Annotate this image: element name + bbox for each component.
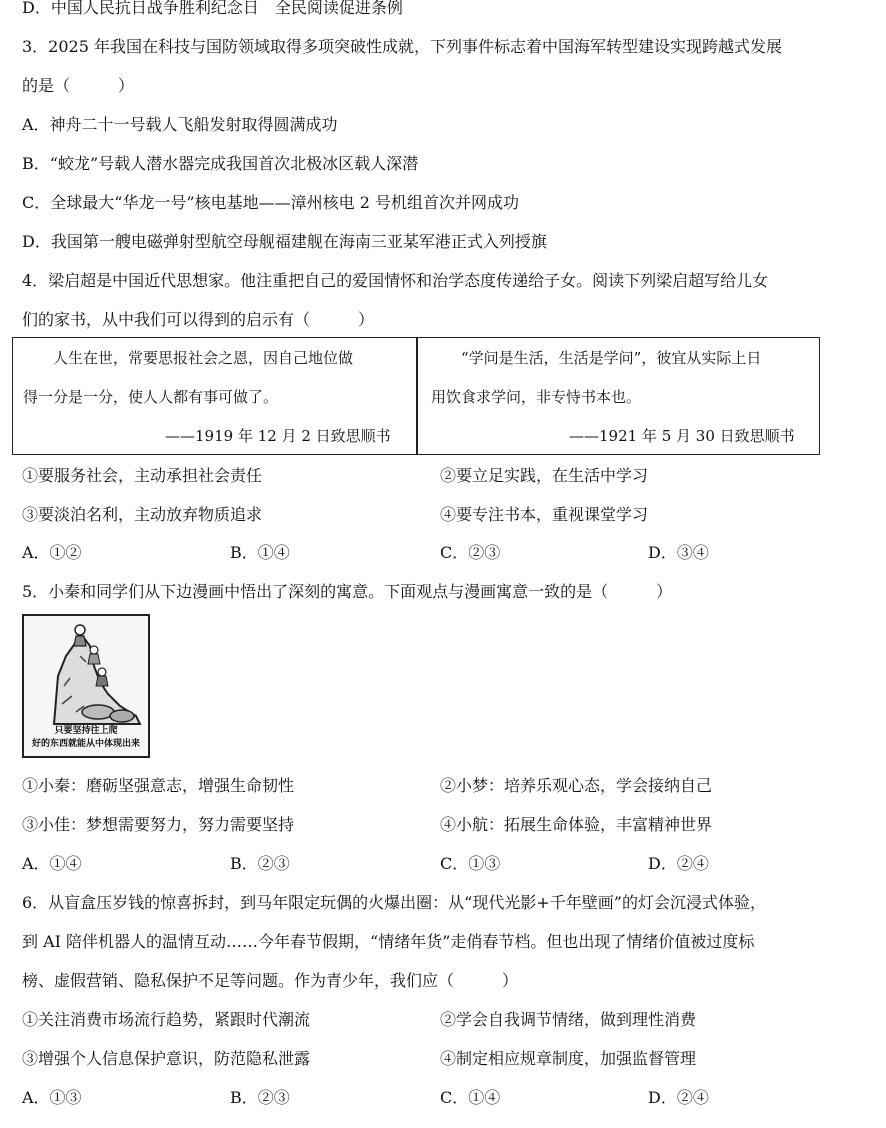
q3-stem-line-1: 3．2025 年我国在科技与国防领域取得多项突破性成就，下列事件标志着中国海军转型建设实现跨越式发展	[22, 37, 782, 56]
q4-item-1: ①要服务社会，主动承担社会责任	[22, 466, 263, 485]
letter-right-source: ——1921 年 5 月 30 日致思顺书	[569, 427, 795, 445]
q5-item-2: ②小梦：培养乐观心态，学会接纳自己	[440, 776, 713, 795]
q4-item-4: ④要专注书本，重视课堂学习	[440, 505, 649, 524]
cartoon-caption-1: 只要坚持往上爬	[54, 726, 118, 736]
q4-stem-line-2: 们的家书，从中我们可以得到的启示有（ ）	[22, 310, 375, 329]
q6-item-1: ①关注消费市场流行趋势，紧跟时代潮流	[22, 1010, 311, 1029]
q6-choice-d[interactable]: D．②④	[648, 1088, 709, 1107]
q6-item-4: ④制定相应规章制度，加强监督管理	[440, 1049, 697, 1068]
letter-right-line-2: 用饮食求学问，非专恃书本也。	[431, 388, 642, 406]
q2-option-d: D．中国人民抗日战争胜利纪念日 全民阅读促进条例	[22, 0, 403, 17]
q3-option-b: B．“蛟龙”号载人潜水器完成我国首次北极冰区载人深潜	[22, 154, 419, 173]
q6-stem-line-1: 6．从盲盒压岁钱的惊喜拆封，到马年限定玩偶的火爆出圈：从“现代光影+千年壁画”的灯会沉浸式体验，	[22, 893, 766, 912]
q3-option-d: D．我国第一艘电磁弹射型航空母舰福建舰在海南三亚某军港正式入列授旗	[22, 232, 547, 251]
q4-letter-table	[12, 337, 820, 455]
q6-stem-line-3: 榜、虚假营销、隐私保护不足等问题。作为青少年，我们应（ ）	[22, 971, 519, 990]
q4-choice-c[interactable]: C．②③	[440, 543, 501, 562]
q5-stem: 5．小秦和同学们从下边漫画中悟出了深刻的寓意。下面观点与漫画寓意一致的是（ ）	[22, 582, 673, 601]
q4-choice-d[interactable]: D．③④	[648, 543, 709, 562]
q5-item-1: ①小秦：磨砺坚强意志，增强生命韧性	[22, 776, 295, 795]
q4-item-3: ③要淡泊名利，主动放弃物质追求	[22, 505, 263, 524]
q5-cartoon	[22, 614, 150, 758]
cartoon-caption-2: 好的东西就能从中体现出来	[31, 739, 140, 749]
q6-stem-line-2: 到 AI 陪伴机器人的温情互动……今年春节假期，“情绪年货”走俏春节档。但也出现了情绪价值被过度标	[22, 932, 755, 951]
table-divider	[416, 338, 418, 454]
q5-choice-c[interactable]: C．①③	[440, 854, 501, 873]
q6-item-2: ②学会自我调节情绪，做到理性消费	[440, 1010, 697, 1029]
q4-item-2: ②要立足实践，在生活中学习	[440, 466, 649, 485]
q6-choice-c[interactable]: C．①④	[440, 1088, 501, 1107]
letter-left-source: ——1919 年 12 月 2 日致思顺书	[165, 427, 391, 445]
q6-choice-b[interactable]: B．②③	[230, 1088, 290, 1107]
q3-option-a: A．神舟二十一号载人飞船发射取得圆满成功	[22, 115, 338, 134]
q5-choice-d[interactable]: D．②④	[648, 854, 709, 873]
q4-stem-line-1: 4．梁启超是中国近代思想家。他注重把自己的爱国情怀和治学态度传递给子女。阅读下列梁启超写给儿女	[22, 271, 769, 290]
q3-stem-line-2: 的是（ ）	[22, 76, 135, 95]
q5-item-4: ④小航：拓展生命体验，丰富精神世界	[440, 815, 713, 834]
q6-item-3: ③增强个人信息保护意识，防范隐私泄露	[22, 1049, 311, 1068]
q4-choice-b[interactable]: B．①④	[230, 543, 290, 562]
q5-choice-b[interactable]: B．②③	[230, 854, 290, 873]
q6-choice-a[interactable]: A．①③	[22, 1088, 82, 1107]
q4-choice-a[interactable]: A．①②	[22, 543, 82, 562]
q5-choice-a[interactable]: A．①④	[22, 854, 82, 873]
letter-left-line-2: 得一分是一分，使人人都有事可做了。	[23, 388, 279, 406]
climbing-cartoon-illustration	[24, 616, 148, 726]
q3-option-c: C．全球最大“华龙一号”核电基地——漳州核电 2 号机组首次并网成功	[22, 193, 519, 212]
q5-item-3: ③小佳：梦想需要努力，努力需要坚持	[22, 815, 295, 834]
letter-right-line-1: “学问是生活，生活是学问”，彼宜从实际上日	[431, 349, 762, 367]
letter-left-line-1: 人生在世，常要思报社会之恩，因自己地位做	[23, 349, 354, 367]
